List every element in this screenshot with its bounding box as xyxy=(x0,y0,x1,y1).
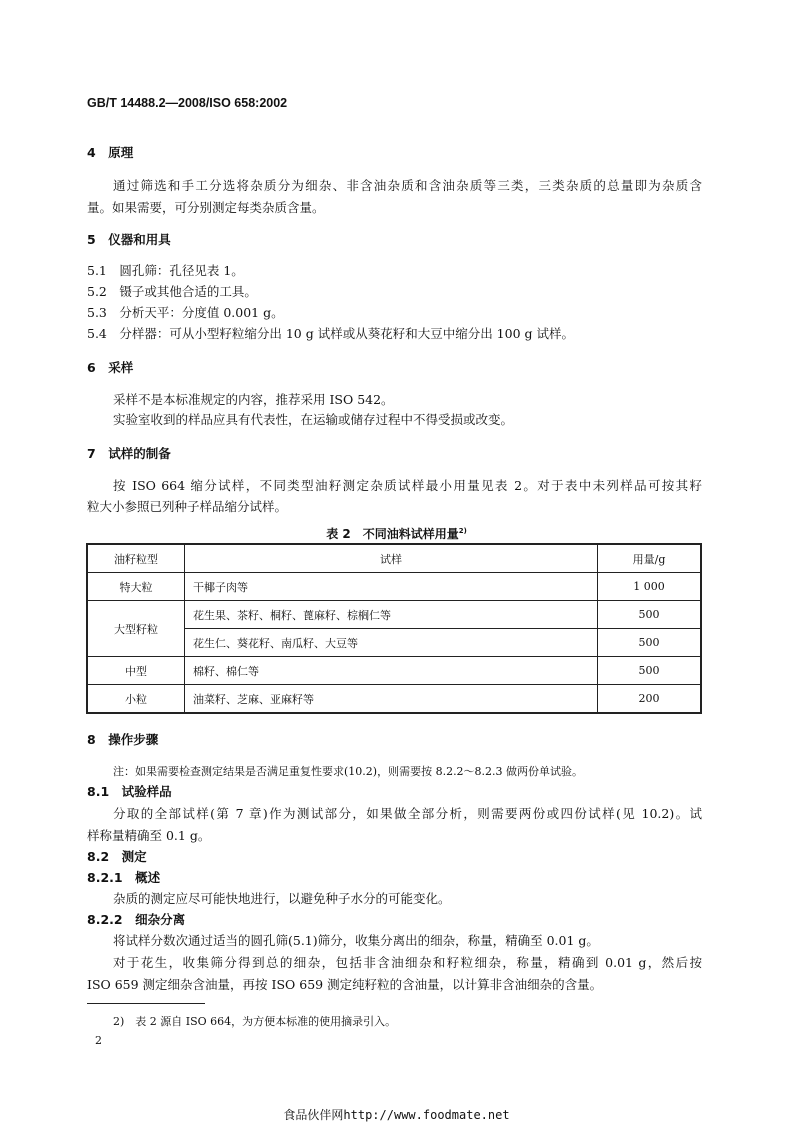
section-5-heading: 5 仪器和用具 xyxy=(87,232,171,247)
page-number: 2 xyxy=(95,1034,102,1047)
table-row xyxy=(87,657,701,685)
table-cell-sample: 干椰子肉等 xyxy=(185,573,598,601)
clause-8-2-2-paragraph-1: 将试样分数次通过适当的圆孔筛(5.1)筛分，收集分离出的细杂，称量，精确至 0.01 g。 xyxy=(113,933,599,948)
section-4-heading: 4 原理 xyxy=(87,145,134,160)
section-6-paragraph-2: 实验室收到的样品应具有代表性，在运输或储存过程中不得受损或改变。 xyxy=(113,412,514,427)
table-header-cell: 油籽粒型 xyxy=(87,544,185,573)
table-cell-sample: 棉籽、棉仁等 xyxy=(185,657,598,685)
table-header-row xyxy=(87,544,701,573)
section-8-note: 注：如果需要检查测定结果是否满足重复性要求(10.2)，则需要按 8.2.2～8.2.3 做两份单试验。 xyxy=(113,765,584,778)
clause-5-4: 5.4 分样器：可从小型籽粒缩分出 10 g 试样或从葵花籽和大豆中缩分出 100 g 试样。 xyxy=(87,326,574,341)
section-7-paragraph-line1: 按 ISO 664 缩分试样，不同类型油籽测定杂质试样最小用量见表 2。对于表中未列样品可按其籽 xyxy=(113,478,702,493)
table-cell-amount: 500 xyxy=(598,629,702,657)
table-cell-type: 特大粒 xyxy=(87,573,185,601)
table-caption-footnote-ref: 2) xyxy=(458,527,467,535)
clause-8-1-paragraph-line2: 样称量精确至 0.1 g。 xyxy=(87,828,211,843)
clause-8-2-1-heading: 8.2.1 概述 xyxy=(87,870,161,885)
table-cell-amount: 500 xyxy=(598,601,702,629)
clause-8-2-2-heading: 8.2.2 细杂分离 xyxy=(87,912,186,927)
table-cell-amount: 1 000 xyxy=(598,573,702,601)
section-7-heading: 7 试样的制备 xyxy=(87,446,171,461)
table-cell-type: 大型籽粒 xyxy=(87,601,185,657)
clause-5-3: 5.3 分析天平：分度值 0.001 g。 xyxy=(87,305,284,320)
clause-5-2: 5.2 镊子或其他合适的工具。 xyxy=(87,284,257,299)
clause-8-1-heading: 8.1 试验样品 xyxy=(87,784,172,799)
table-row xyxy=(87,601,701,629)
table-cell-type: 中型 xyxy=(87,657,185,685)
table-cell-sample: 花生仁、葵花籽、南瓜籽、大豆等 xyxy=(185,629,598,657)
clause-8-2-1-paragraph: 杂质的测定应尽可能快地进行，以避免种子水分的可能变化。 xyxy=(113,891,451,906)
section-6-paragraph-1: 采样不是本标准规定的内容，推荐采用 ISO 542。 xyxy=(113,392,394,407)
table-cell-amount: 200 xyxy=(598,685,702,714)
footnote: 2) 表 2 源自 ISO 664，为方便本标准的使用摘录引入。 xyxy=(113,1015,397,1028)
section-8-heading: 8 操作步骤 xyxy=(87,732,159,747)
clause-8-2-2-paragraph-2-line1: 对于花生，收集筛分得到总的细杂，包括非含油细杂和籽粒细杂，称量，精确到 0.01 g，然后按 xyxy=(113,955,702,970)
table-row xyxy=(87,573,701,601)
table-cell-amount: 500 xyxy=(598,657,702,685)
watermark: 食品伙伴网http://www.foodmate.net xyxy=(283,1108,510,1122)
section-6-heading: 6 采样 xyxy=(87,360,134,375)
clause-8-2-2-paragraph-2-line2: ISO 659 测定细杂含油量，再按 ISO 659 测定纯籽粒的含油量，以计算非含油细杂的含量。 xyxy=(87,977,603,992)
table-row xyxy=(87,685,701,714)
oilseed-sample-table xyxy=(86,543,702,714)
footnote-divider xyxy=(87,1003,205,1004)
table-cell-type: 小粒 xyxy=(87,685,185,714)
table-caption xyxy=(0,523,793,542)
table-cell-sample: 花生果、茶籽、桐籽、蓖麻籽、棕榈仁等 xyxy=(185,601,598,629)
section-4-paragraph-line1: 通过筛选和手工分选将杂质分为细杂、非含油杂质和含油杂质等三类，三类杂质的总量即为杂质含 xyxy=(113,178,702,193)
table-header-cell: 用量/g xyxy=(598,544,702,573)
table-caption-text: 表 2 不同油料试样用量 xyxy=(326,527,459,541)
table-cell-sample: 油菜籽、芝麻、亚麻籽等 xyxy=(185,685,598,714)
document-header: GB/T 14488.2—2008/ISO 658:2002 xyxy=(87,96,288,110)
clause-5-1: 5.1 圆孔筛：孔径见表 1。 xyxy=(87,263,244,278)
table-header-cell: 试样 xyxy=(185,544,598,573)
clause-8-2-heading: 8.2 测定 xyxy=(87,849,147,864)
section-7-paragraph-line2: 粒大小参照已列种子样品缩分试样。 xyxy=(87,499,288,514)
clause-8-1-paragraph-line1: 分取的全部试样(第 7 章)作为测试部分，如果做全部分析，则需要两份或四份试样(见 10.2)。试 xyxy=(113,806,702,821)
section-4-paragraph-line2: 量。如果需要，可分别测定每类杂质含量。 xyxy=(87,200,325,215)
